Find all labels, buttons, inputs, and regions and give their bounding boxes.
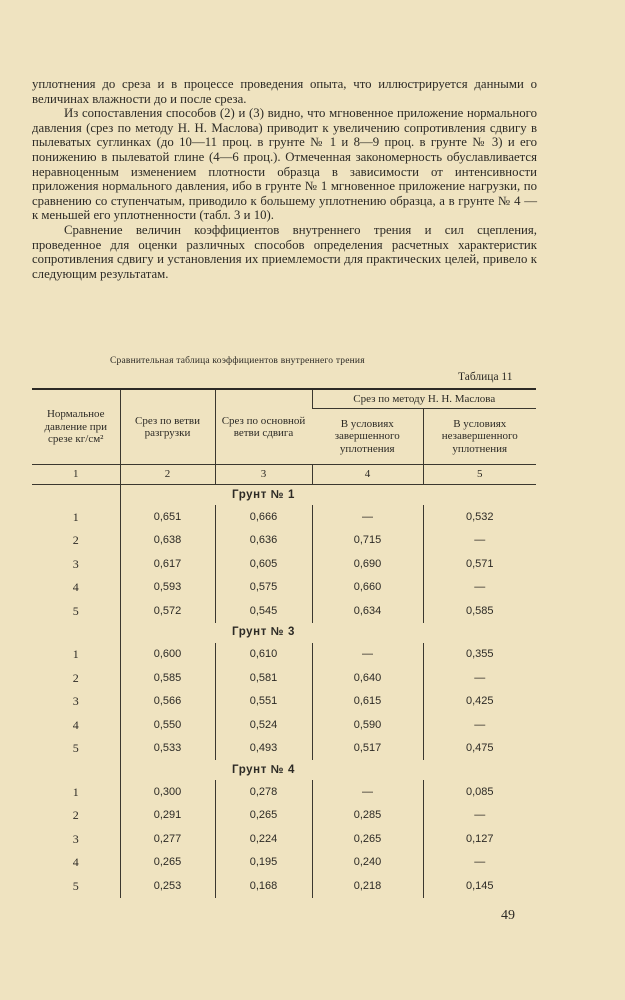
soil-group-row: [32, 623, 536, 643]
table-row: [32, 713, 536, 737]
coefficient-cell: 0,224: [215, 827, 312, 851]
column-number: 1: [32, 465, 120, 485]
coefficient-cell: —: [423, 576, 536, 600]
friction-coefficients-table: [32, 388, 536, 898]
coefficient-cell: 0,291: [120, 804, 215, 828]
coefficient-cell: 0,127: [423, 827, 536, 851]
coefficient-cell: 0,590: [312, 713, 423, 737]
header-unloading-branch: Срез по ветви разгрузки: [120, 389, 215, 465]
header-maslov-method: Срез по методу Н. Н. Маслова: [312, 389, 536, 409]
pressure-cell: 1: [72, 647, 79, 661]
coefficient-cell: 0,277: [120, 827, 215, 851]
pressure-cell: 1: [72, 784, 79, 799]
coefficient-cell: 0,572: [120, 599, 215, 623]
coefficient-cell: 0,524: [215, 713, 312, 737]
soil-group-title: Грунт № 3: [232, 626, 295, 639]
coefficient-cell: 0,240: [312, 851, 423, 875]
column-number: 3: [215, 465, 312, 485]
coefficient-cell: 0,265: [215, 804, 312, 828]
coefficient-cell: 0,475: [423, 737, 536, 761]
paragraph-2: Из сопоставления способов (2) и (3) видно, что мгновенное приложение нормального давления (срез по методу Н. Н. Маслова) приводит к увеличению сопротивления сдвигу в пылеватых суглинках (до 10—11 проц. в грунте № 1 и 8—9 проц. в грунте № 3) и его понижению в пылеватой глине (4—6 проц.). Отмеченная закономерность обуславливается неравноценным изменением плотности образца в зависимости от интенсивности приложения нормального давления, ибо в грунте № 1 мгновенное приложение нагрузки, по сравнению со ступенчатым, приводило к большему уплотнению образца, а в грунте № 4 — к меньшей его уплотненности (табл. 3 и 10).: [32, 106, 537, 223]
coefficient-cell: 0,285: [312, 804, 423, 828]
coefficient-cell: 0,638: [120, 529, 215, 553]
pressure-cell: 3: [72, 556, 79, 571]
coefficient-cell: 0,218: [312, 874, 423, 898]
soil-group-row: [32, 760, 536, 780]
coefficient-cell: —: [312, 505, 423, 529]
group-spacer: [312, 623, 536, 643]
group-spacer: [312, 485, 536, 506]
pressure-cell: 4: [72, 717, 79, 732]
table-row: [32, 505, 536, 529]
table-row: [32, 576, 536, 600]
header-completed-consolidation: В условиях завершенного уплотнения: [312, 409, 423, 465]
table-row: [32, 529, 536, 553]
column-number: 2: [120, 465, 215, 485]
group-spacer: [312, 760, 536, 780]
pressure-cell: 1: [72, 509, 79, 524]
coefficient-cell: 0,532: [423, 505, 536, 529]
coefficient-cell: 0,575: [215, 576, 312, 600]
table-row: [32, 827, 536, 851]
group-spacer: [32, 760, 120, 780]
coefficient-cell: 0,533: [120, 737, 215, 761]
coefficient-cell: 0,551: [215, 690, 312, 714]
table-row: [32, 874, 536, 898]
table-row: [32, 643, 536, 667]
header-incomplete-consolidation: В условиях незавершенного уплотнения: [423, 409, 536, 465]
pressure-cell: 4: [72, 580, 79, 594]
coefficient-cell: 0,493: [215, 737, 312, 761]
coefficient-cell: —: [423, 804, 536, 828]
table-number: Таблица 11: [458, 371, 513, 383]
coefficient-cell: 0,355: [423, 643, 536, 667]
coefficient-cell: 0,617: [120, 552, 215, 576]
header-main-shear-branch: Срез по основной ветви сдвига: [215, 389, 312, 465]
pressure-cell: 5: [72, 603, 79, 618]
coefficient-cell: 0,195: [215, 851, 312, 875]
table-row: [32, 666, 536, 690]
coefficient-cell: —: [312, 780, 423, 804]
coefficient-cell: 0,634: [312, 599, 423, 623]
page-number: 49: [501, 908, 515, 923]
soil-group-row: [32, 485, 536, 506]
soil-group-title: Грунт № 1: [232, 488, 295, 501]
table-row: [32, 780, 536, 804]
paragraph-3: Сравнение величин коэффициентов внутреннего трения и сил сцепления, проведенное для оценки различных способов определения расчетных характеристик сопротивления сдвигу и установления их приемлемости для практических целей, привело к следующим результатам.: [32, 222, 537, 281]
coefficient-cell: 0,300: [120, 780, 215, 804]
group-spacer: [120, 623, 215, 643]
table-row: [32, 690, 536, 714]
coefficient-cell: 0,425: [423, 690, 536, 714]
coefficient-cell: 0,278: [215, 780, 312, 804]
coefficient-cell: —: [423, 529, 536, 553]
coefficient-cell: 0,168: [215, 874, 312, 898]
pressure-cell: 2: [72, 533, 79, 547]
table-row: [32, 552, 536, 576]
pressure-cell: 2: [72, 670, 79, 685]
table-row: [32, 599, 536, 623]
coefficient-cell: —: [423, 713, 536, 737]
coefficient-cell: —: [423, 666, 536, 690]
table-row: [32, 737, 536, 761]
coefficient-cell: 0,253: [120, 874, 215, 898]
coefficient-cell: 0,600: [120, 643, 215, 667]
coefficient-cell: 0,085: [423, 780, 536, 804]
coefficient-cell: 0,690: [312, 552, 423, 576]
coefficient-cell: 0,610: [215, 643, 312, 667]
coefficient-cell: 0,581: [215, 666, 312, 690]
group-spacer: [120, 485, 215, 506]
table-row: [32, 804, 536, 828]
coefficient-cell: 0,593: [120, 576, 215, 600]
coefficient-cell: 0,640: [312, 666, 423, 690]
coefficient-cell: —: [423, 851, 536, 875]
coefficient-cell: 0,517: [312, 737, 423, 761]
group-spacer: [120, 760, 215, 780]
pressure-cell: 3: [72, 831, 79, 846]
coefficient-cell: 0,550: [120, 713, 215, 737]
coefficient-cell: 0,265: [312, 827, 423, 851]
table-caption: Сравнительная таблица коэффициентов внутреннего трения: [110, 356, 365, 366]
column-number: 4: [312, 465, 423, 485]
pressure-cell: 5: [72, 878, 79, 893]
group-spacer: [32, 485, 120, 506]
coefficient-cell: 0,660: [312, 576, 423, 600]
coefficient-cell: —: [312, 643, 423, 667]
coefficient-cell: 0,605: [215, 552, 312, 576]
coefficient-cell: 0,636: [215, 529, 312, 553]
coefficient-cell: 0,615: [312, 690, 423, 714]
coefficient-cell: 0,715: [312, 529, 423, 553]
coefficient-cell: 0,651: [120, 505, 215, 529]
pressure-cell: 4: [72, 855, 79, 869]
column-number: 5: [423, 465, 536, 485]
header-normal-pressure: Нормальное давление при срезе кг/см²: [32, 389, 120, 465]
pressure-cell: 3: [72, 694, 79, 708]
coefficient-cell: 0,265: [120, 851, 215, 875]
group-spacer: [32, 623, 120, 643]
coefficient-cell: 0,585: [423, 599, 536, 623]
coefficient-cell: 0,666: [215, 505, 312, 529]
paragraph-1: уплотнения до среза и в процессе проведения опыта, что иллюстрируется данными о величинах влажности до и после среза.: [32, 77, 537, 106]
soil-group-title: Грунт № 4: [232, 763, 295, 776]
coefficient-cell: 0,145: [423, 874, 536, 898]
coefficient-cell: 0,545: [215, 599, 312, 623]
table-row: [32, 851, 536, 875]
pressure-cell: 5: [72, 741, 79, 755]
body-text: [32, 77, 537, 281]
coefficient-cell: 0,571: [423, 552, 536, 576]
coefficient-cell: 0,566: [120, 690, 215, 714]
coefficient-cell: 0,585: [120, 666, 215, 690]
pressure-cell: 2: [72, 808, 79, 822]
